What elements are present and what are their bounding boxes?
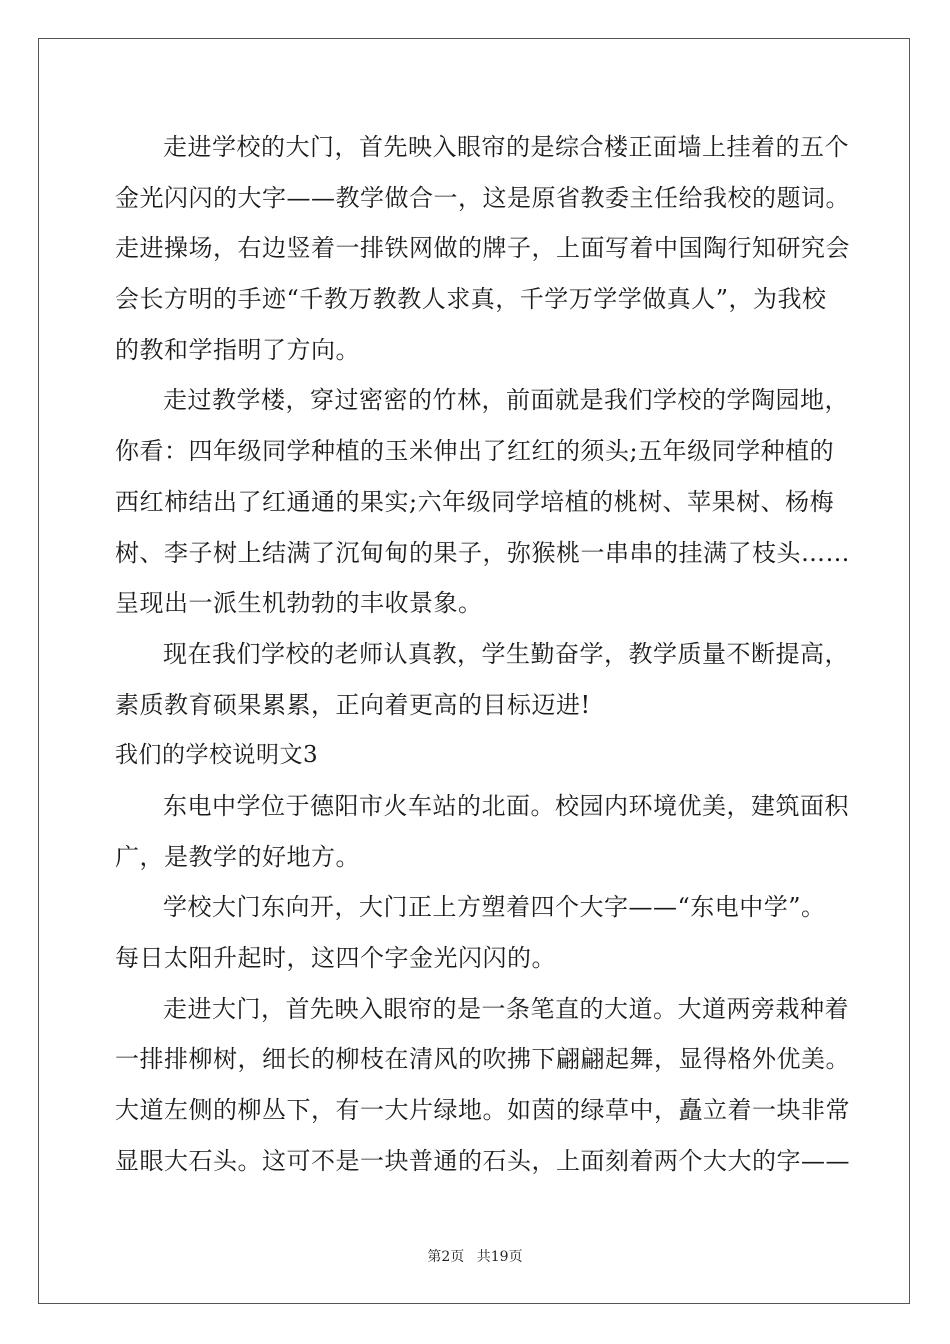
text-line: 东电中学位于德阳市火车站的北面。校园内环境优美，建筑面积 xyxy=(163,791,849,820)
text-line: 的教和学指明了方向。 xyxy=(115,335,360,364)
text-line: 每日太阳升起时，这四个字金光闪闪的。 xyxy=(115,944,556,972)
text-line: 会长方明的手迹“千教万教教人求真，千学万学学做真人”，为我校 xyxy=(115,285,827,314)
page-number: 第2页 xyxy=(427,1249,465,1265)
page-total: 共19页 xyxy=(476,1249,523,1265)
text-line: 走过教学楼，穿过密密的竹林，前面就是我们学校的学陶园地， xyxy=(163,386,849,415)
text-line: 你看：四年级同学种植的玉米伸出了红红的须头;五年级同学种植的 xyxy=(115,437,835,466)
section-heading: 我们的学校说明文3 xyxy=(115,742,319,769)
text-line: 一排排柳树，细长的柳枝在清风的吹拂下翩翩起舞，显得格外优美。 xyxy=(115,1045,850,1074)
text-line: 树、李子树上结满了沉甸甸的果子，弥猴桃一串串的挂满了枝头…… xyxy=(115,538,850,567)
page-footer xyxy=(0,1246,950,1266)
text-line: 素质教育硕果累累，正向着更高的目标迈进! xyxy=(115,690,591,719)
text-line: 走进学校的大门，首先映入眼帘的是综合楼正面墙上挂着的五个 xyxy=(163,133,849,161)
text-line: 呈现出一派生机勃勃的丰收景象。 xyxy=(115,589,483,618)
text-line: 现在我们学校的老师认真教，学生勤奋学，教学质量不断提高， xyxy=(163,639,849,668)
text-line: 学校大门东向开，大门正上方塑着四个大字——“东电中学”。 xyxy=(163,893,826,922)
text-line: 大道左侧的柳丛下，有一大片绿地。如茵的绿草中，矗立着一块非常 xyxy=(115,1096,850,1125)
text-line: 金光闪闪的大字——教学做合一，这是原省教委主任给我校的题词。 xyxy=(115,183,850,212)
text-line: 广，是教学的好地方。 xyxy=(115,842,360,871)
text-line: 走进大门，首先映入眼帘的是一条笔直的大道。大道两旁栽种着 xyxy=(163,994,849,1023)
text-line: 西红柿结出了红通通的果实;六年级同学培植的桃树、苹果树、杨梅 xyxy=(115,487,835,516)
text-line: 走进操场，右边竖着一排铁网做的牌子，上面写着中国陶行知研究会 xyxy=(115,234,850,263)
text-line: 显眼大石头。这可不是一块普通的石头，上面刻着两个大大的字—— xyxy=(115,1146,850,1175)
document-body xyxy=(115,122,850,1186)
